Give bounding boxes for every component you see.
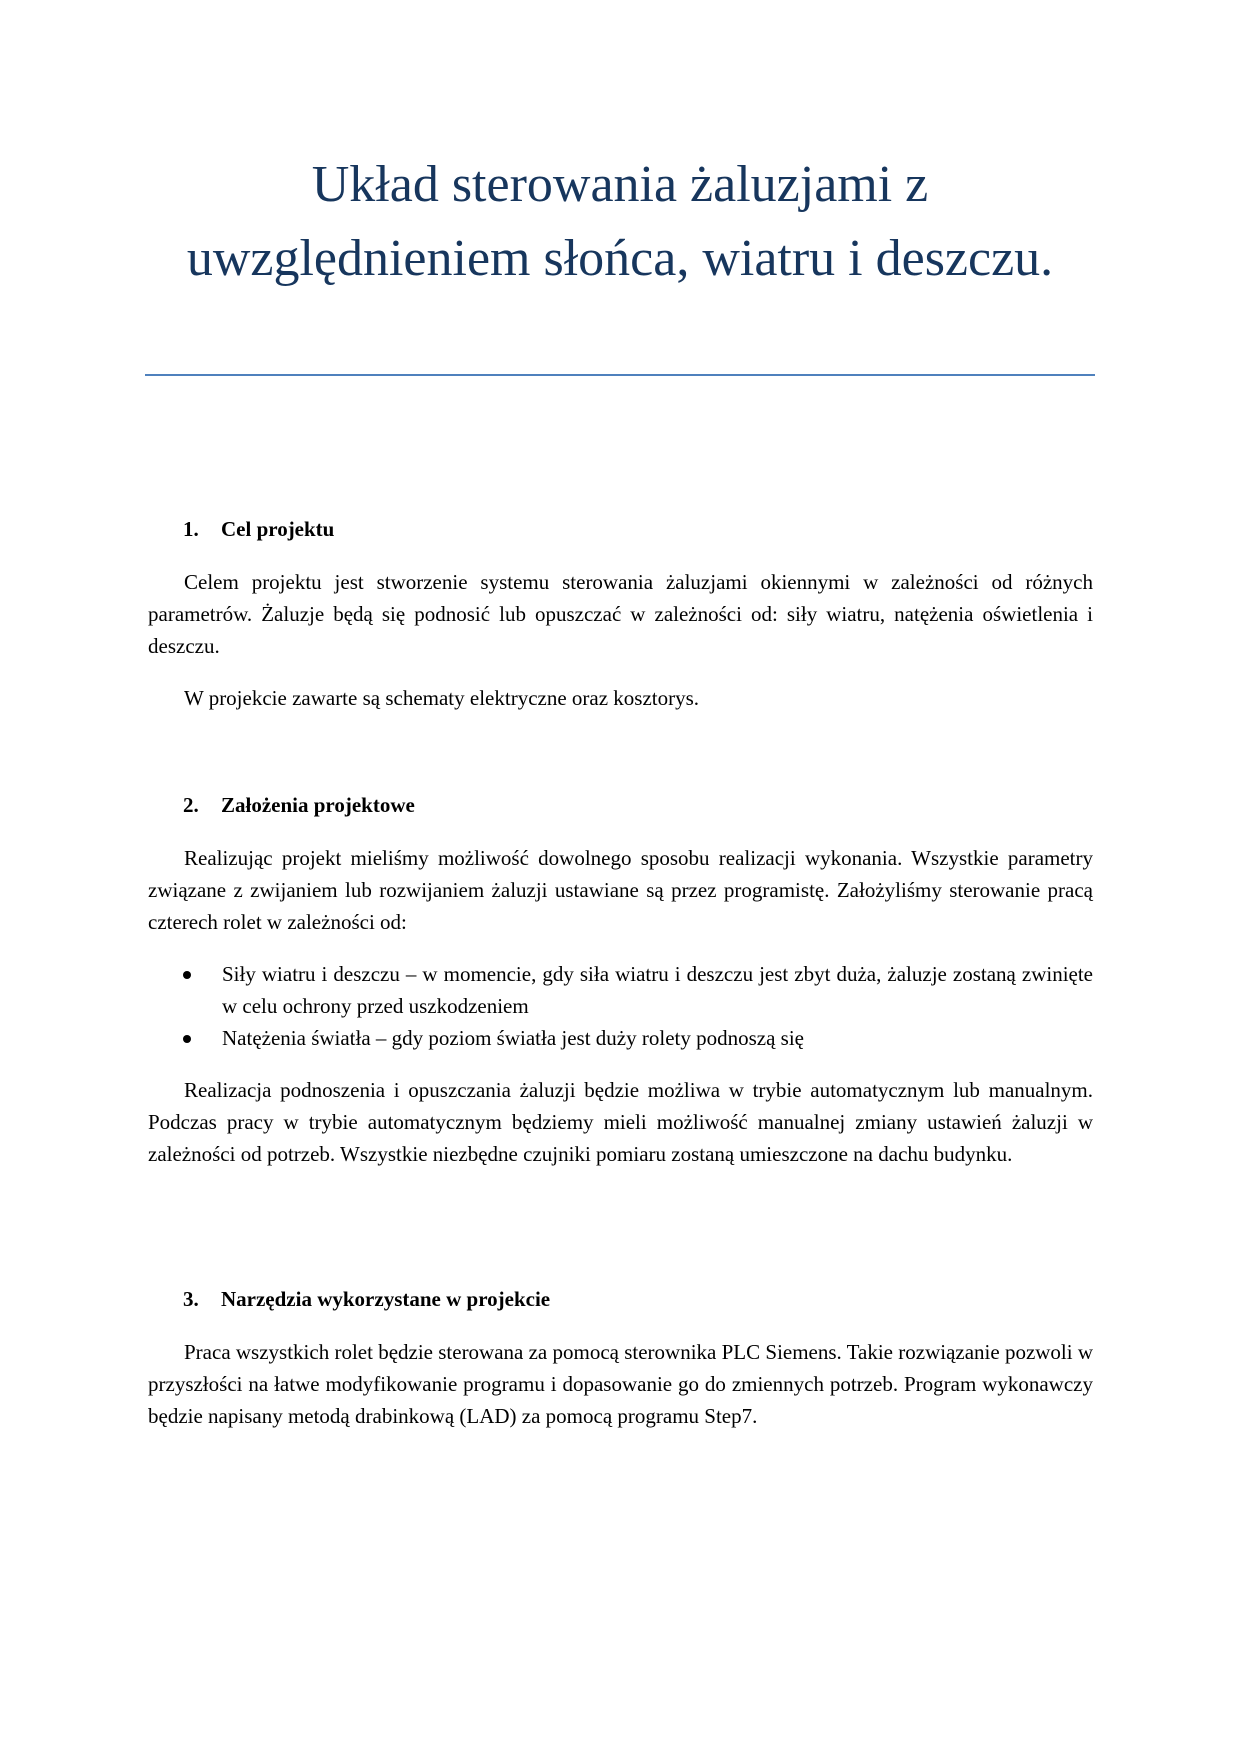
- section-heading: [148, 790, 1093, 820]
- paragraph: Realizacja podnoszenia i opuszczania żaluzji będzie możliwa w trybie automatycznym lub manualnym. Podczas pracy w trybie automatycznym będziemy mieli możliwość manualnej zmiany ustawień żaluzji w zależności od potrzeb. Wszystkie niezbędne czujniki pomiaru zostaną umieszczone na dachu budynku.: [148, 1078, 1093, 1166]
- section-zalozenia-projektowe: [148, 790, 1093, 1170]
- section-title: Założenia projektowe: [221, 793, 415, 817]
- section-number: 1.: [183, 517, 199, 541]
- section-title: Narzędzia wykorzystane w projekcie: [221, 1287, 551, 1311]
- section-cel-projektu: [148, 514, 1093, 714]
- paragraph: Celem projektu jest stworzenie systemu sterowania żaluzjami okiennymi w zależności od różnych parametrów. Żaluzje będą się podnosić lub opuszczać w zależności od: siły wiatru, natężenia oświetlenia i deszczu.: [148, 570, 1093, 658]
- bullet-icon: [183, 971, 191, 979]
- list-item-text: Natężenia światła – gdy poziom światła jest duży rolety podnoszą się: [222, 1026, 805, 1050]
- document-title: Układ sterowania żaluzjami z uwzględnieniem słońca, wiatru i deszczu.: [186, 156, 1054, 287]
- bullet-list: [148, 958, 1093, 1054]
- section-title: Cel projektu: [221, 517, 335, 541]
- section-number: 2.: [183, 793, 199, 817]
- bullet-icon: [183, 1035, 191, 1043]
- title-divider: [145, 374, 1095, 376]
- section-number: 3.: [183, 1287, 199, 1311]
- list-item-text: Siły wiatru i deszczu – w momencie, gdy siła wiatru i deszczu jest zbyt duża, żaluzje zostaną zwinięte w celu ochrony przed uszkodzeniem: [222, 962, 1093, 1018]
- paragraph: Praca wszystkich rolet będzie sterowana za pomocą sterownika PLC Siemens. Takie rozwiązanie pozwoli w przyszłości na łatwe modyfikowanie programu i dopasowanie go do zmiennych potrzeb. Program wykonawczy będzie napisany metodą drabinkową (LAD) za pomocą programu Step7.: [148, 1340, 1094, 1428]
- list-item: [148, 958, 1093, 1022]
- section-narzedzia: [148, 1284, 1093, 1432]
- list-item: [148, 1022, 1093, 1054]
- section-heading: [148, 1284, 1093, 1314]
- paragraph: Realizując projekt mieliśmy możliwość dowolnego sposobu realizacji wykonania. Wszystkie parametry związane z zwijaniem lub rozwijaniem żaluzji ustawiane są przez programistę. Założyliśmy sterowanie pracą czterech rolet w zależności od:: [148, 846, 1093, 934]
- section-heading: [148, 514, 1093, 544]
- paragraph: W projekcie zawarte są schematy elektryczne oraz kosztorys.: [184, 686, 700, 710]
